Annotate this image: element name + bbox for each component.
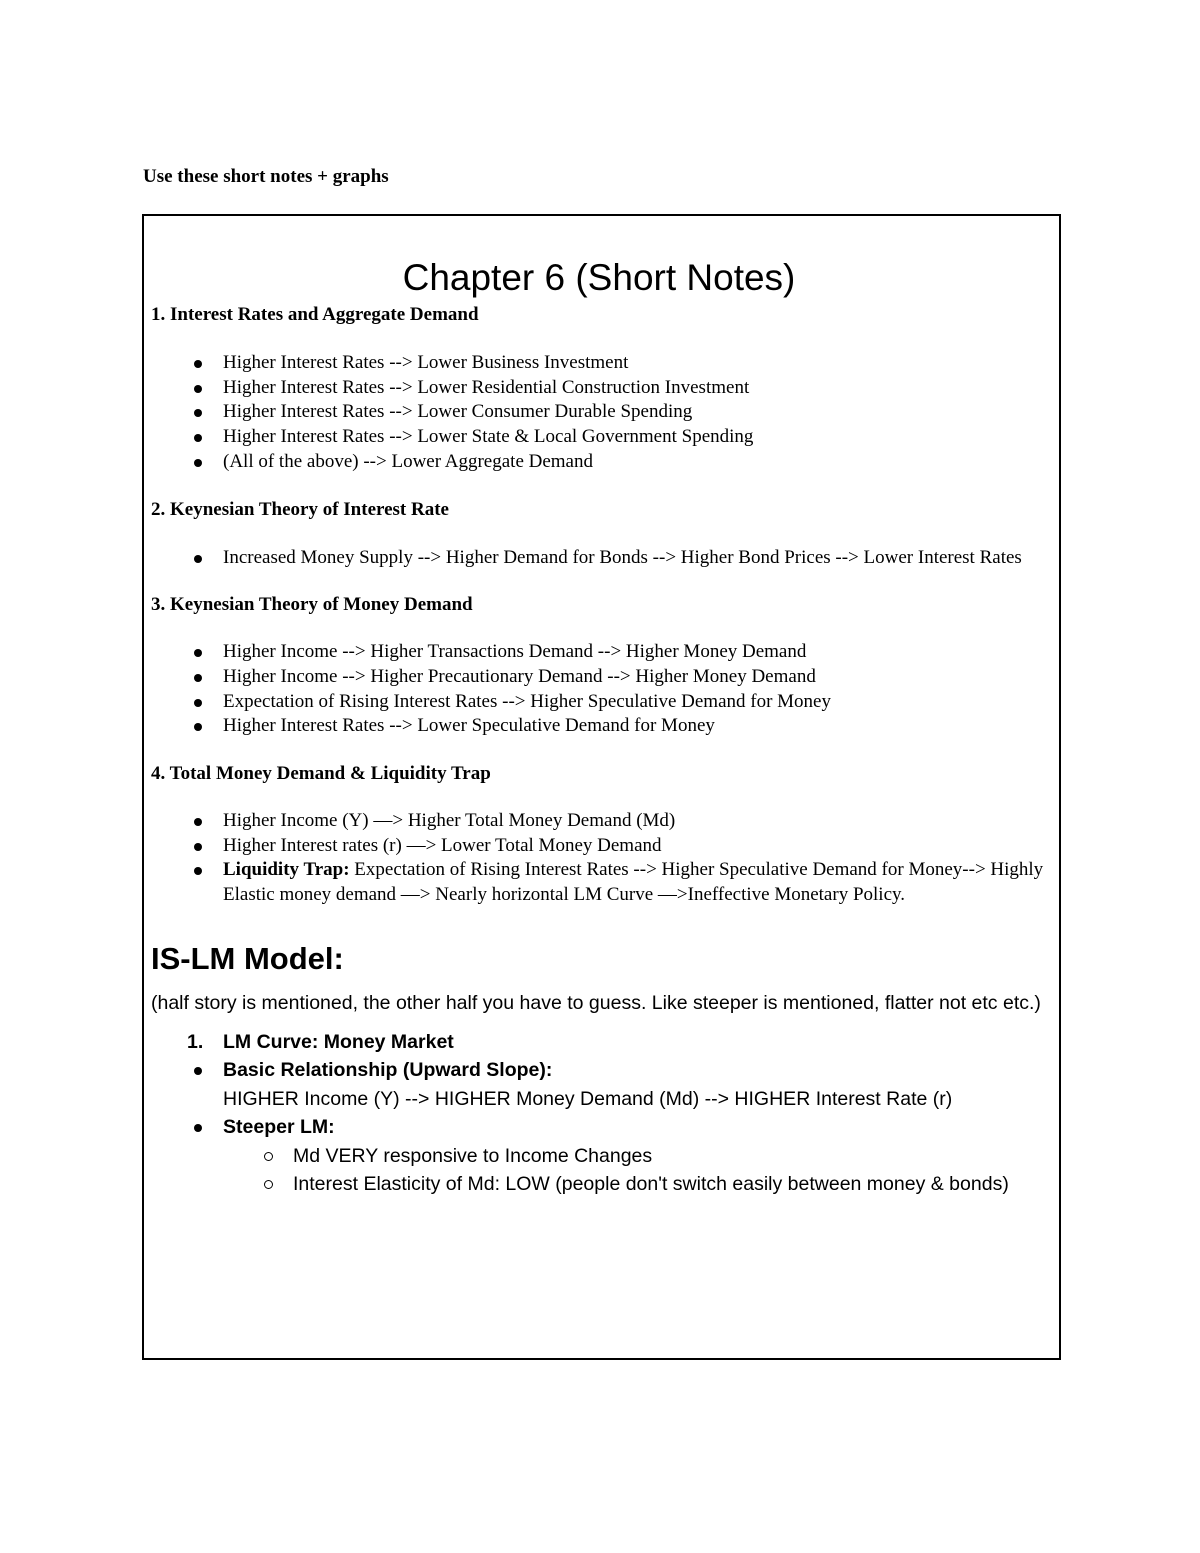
bullet-icon [194,1124,202,1132]
section-3-heading: 3. Keynesian Theory of Money Demand [151,594,473,616]
bullet-icon [194,818,202,826]
liquidity-trap-text: Expectation of Rising Interest Rates --> Higher Speculative Demand for Money--> Highly Elastic money demand —> Nearly horizontal LM Curve —>Ineffective Monetary Policy. [223,859,1044,906]
bullet-icon [194,409,202,417]
basic-relationship-text: HIGHER Income (Y) --> HIGHER Money Demand (Md) --> HIGHER Interest Rate (r) [223,1087,953,1110]
bullet-icon [194,1067,202,1075]
list-item: Higher Income --> Higher Precautionary Demand --> Higher Money Demand [151,665,1047,690]
bullet-icon [194,434,202,442]
sub-list-item: Md VERY responsive to Income Changes [151,1142,1047,1171]
liquidity-trap-label: Liquidity Trap: [223,859,350,881]
bullet-icon [194,459,202,467]
hollow-bullet-icon [264,1180,273,1189]
bullet-icon [194,360,202,368]
list-item: Higher Interest Rates --> Lower Residential Construction Investment [151,376,1047,401]
islm-title: IS-LM Model: [151,940,344,976]
bullet-icon [194,674,202,682]
bullet-icon [194,555,202,563]
section-4-heading: 4. Total Money Demand & Liquidity Trap [151,763,491,785]
list-item: Higher Income (Y) —> Higher Total Money Demand (Md) [151,809,1047,834]
section-1-list [151,351,1047,475]
intro-text: Use these short notes + graphs [143,166,389,187]
section-3-list [151,640,1047,739]
list-item: Higher Interest Rates --> Lower Consumer Durable Spending [151,400,1047,425]
list-item: Higher Interest Rates --> Lower Business Investment [151,351,1047,376]
steeper-lm-label: Steeper LM: [223,1116,335,1139]
list-item-liquidity-trap [151,858,1047,907]
section-2-heading: 2. Keynesian Theory of Interest Rate [151,498,449,520]
steeper-lm-sublist [151,1142,1047,1199]
basic-relationship-label: Basic Relationship (Upward Slope): [223,1059,553,1082]
list-item-lm-curve [151,1028,1047,1057]
list-item: Higher Income --> Higher Transactions Demand --> Higher Money Demand [151,640,1047,665]
islm-list [151,1028,1047,1142]
sub-list-item: Interest Elasticity of Md: LOW (people don't switch easily between money & bonds) [151,1170,1047,1199]
bullet-icon [194,723,202,731]
bullet-icon [194,867,202,875]
section-4-list [151,809,1047,908]
bullet-icon [194,649,202,657]
list-item: Expectation of Rising Interest Rates --> Higher Speculative Demand for Money [151,690,1047,715]
chapter-title: Chapter 6 (Short Notes) [402,257,796,298]
list-item: Higher Interest rates (r) —> Lower Total Money Demand [151,834,1047,859]
list-item-basic-relationship [151,1056,1047,1113]
hollow-bullet-icon [264,1152,273,1161]
notes-box [142,214,1061,1360]
list-item: (All of the above) --> Lower Aggregate Demand [151,450,1047,475]
bullet-icon [194,385,202,393]
bullet-icon [194,699,202,707]
lm-curve-heading: LM Curve: Money Market [223,1030,454,1053]
list-item-steeper-lm [151,1113,1047,1142]
list-item: Increased Money Supply --> Higher Demand for Bonds --> Higher Bond Prices --> Lower Interest Rates [151,546,1047,571]
section-2-list [151,546,1047,571]
islm-note: (half story is mentioned, the other half you have to guess. Like steeper is mentioned, flatter not etc etc.) [151,991,1041,1014]
list-item: Higher Interest Rates --> Lower Speculative Demand for Money [151,714,1047,739]
list-number: 1. [187,1030,204,1053]
bullet-icon [194,843,202,851]
list-item: Higher Interest Rates --> Lower State & Local Government Spending [151,425,1047,450]
section-1-heading: 1. Interest Rates and Aggregate Demand [151,304,479,325]
